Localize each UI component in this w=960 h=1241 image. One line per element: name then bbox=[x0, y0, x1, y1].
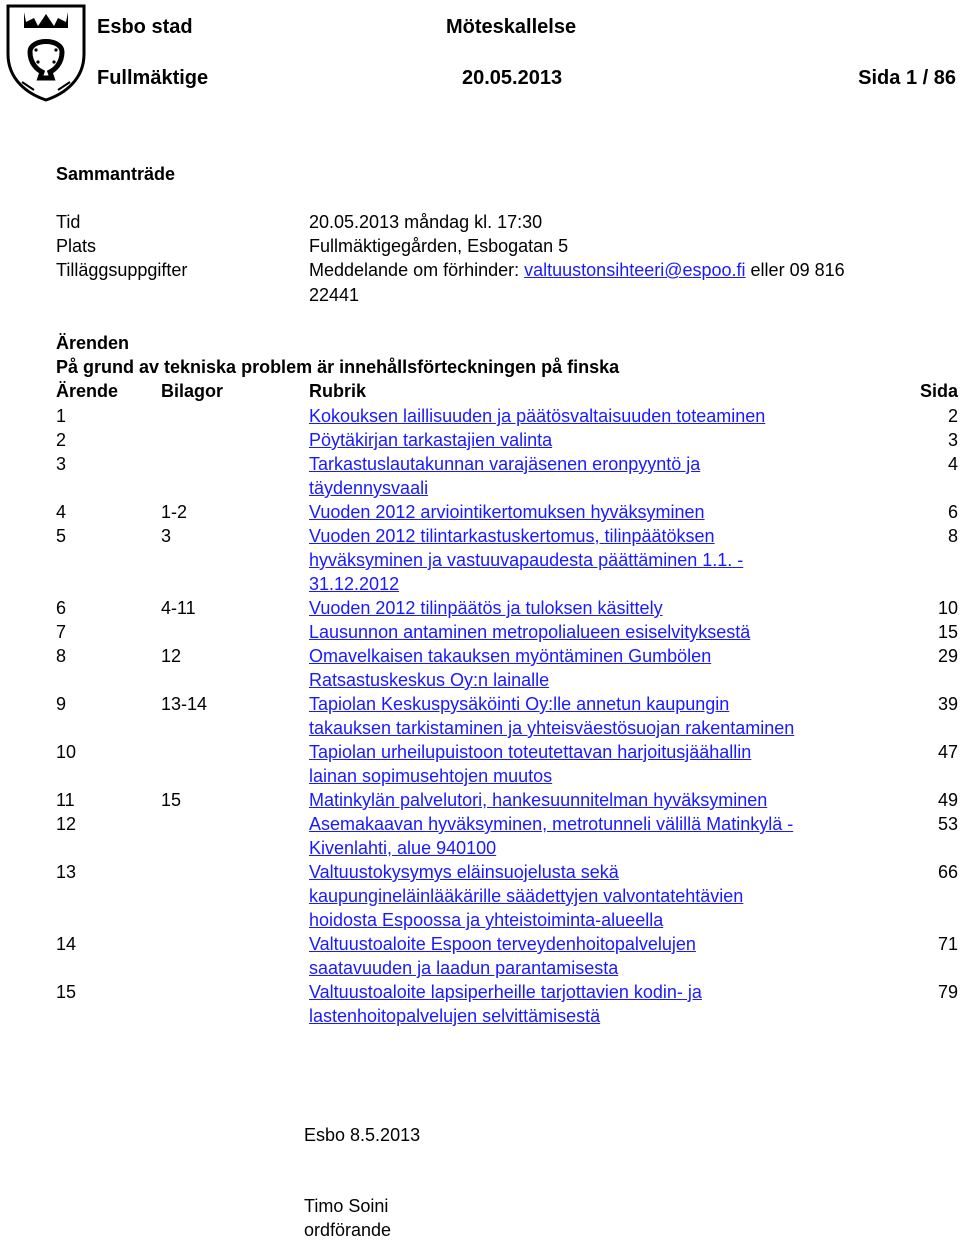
item-title bbox=[309, 596, 899, 620]
item-title bbox=[309, 980, 899, 1028]
item-number: 4 bbox=[56, 502, 67, 522]
email-link[interactable]: valtuustonsihteeri@espoo.fi bbox=[524, 260, 746, 280]
col-header-sida: Sida bbox=[919, 381, 958, 401]
item-page: 6 bbox=[947, 502, 958, 522]
item-number: 9 bbox=[56, 694, 67, 714]
item-title-link[interactable]: lastenhoitopalvelujen selvittämisestä bbox=[309, 1006, 601, 1026]
item-page: 3 bbox=[947, 430, 958, 450]
place-date: Esbo 8.5.2013 bbox=[304, 1125, 421, 1145]
item-number: 11 bbox=[56, 790, 75, 810]
item-number: 7 bbox=[56, 622, 67, 642]
item-page: 10 bbox=[937, 598, 958, 618]
item-title-link[interactable]: saatavuuden ja laadun parantamisesta bbox=[309, 958, 619, 978]
item-number: 15 bbox=[56, 982, 77, 1002]
item-title bbox=[309, 932, 899, 980]
org-name: Esbo stad bbox=[97, 16, 193, 38]
item-page: 47 bbox=[937, 742, 958, 762]
item-title-link[interactable]: Ratsastuskeskus Oy:n lainalle bbox=[309, 670, 550, 690]
item-page: 29 bbox=[937, 646, 958, 666]
section-title-items: Ärenden bbox=[56, 333, 130, 353]
item-number: 1 bbox=[56, 406, 67, 426]
item-number: 8 bbox=[56, 646, 67, 666]
item-title bbox=[309, 644, 899, 692]
item-title-link[interactable]: täydennysvaali bbox=[309, 478, 429, 498]
item-attachments: 3 bbox=[161, 526, 172, 546]
item-title-link[interactable]: 31.12.2012 bbox=[309, 574, 400, 594]
value-extra-line2: 22441 bbox=[309, 285, 360, 305]
item-title bbox=[309, 788, 899, 812]
item-title-link[interactable]: Tapiolan urheilupuistoon toteutettavan harjoitusjäähallin bbox=[309, 742, 752, 762]
item-attachments: 13-14 bbox=[161, 694, 208, 714]
item-attachments: 15 bbox=[161, 790, 182, 810]
item-title-link[interactable]: Omavelkaisen takauksen myöntäminen Gumbölen bbox=[309, 646, 712, 666]
item-page: 79 bbox=[937, 982, 958, 1002]
body-name: Fullmäktige bbox=[97, 67, 209, 89]
item-page: 4 bbox=[947, 454, 958, 474]
item-title-link[interactable]: Matinkylän palvelutori, hankesuunnitelman hyväksyminen bbox=[309, 790, 768, 810]
col-header-bilagor: Bilagor bbox=[161, 381, 224, 401]
item-title-link[interactable]: Vuoden 2012 arviointikertomuksen hyväksyminen bbox=[309, 502, 705, 522]
item-title bbox=[309, 620, 899, 644]
item-title bbox=[309, 740, 899, 788]
item-title-link[interactable]: Pöytäkirjan tarkastajien valinta bbox=[309, 430, 553, 450]
item-title bbox=[309, 452, 899, 500]
value-time: 20.05.2013 måndag kl. 17:30 bbox=[309, 212, 543, 232]
item-title bbox=[309, 404, 899, 428]
item-title-link[interactable]: Vuoden 2012 tilintarkastuskertomus, tilinpäätöksen bbox=[309, 526, 715, 546]
item-page: 15 bbox=[937, 622, 958, 642]
item-attachments: 1-2 bbox=[161, 502, 188, 522]
item-title-link[interactable]: Kivenlahti, alue 940100 bbox=[309, 838, 497, 858]
item-title bbox=[309, 812, 899, 860]
extra-prefix: Meddelande om förhinder: bbox=[309, 260, 525, 280]
item-title-link[interactable]: hyväksyminen ja vastuuvapaudesta päättäminen 1.1. - bbox=[309, 550, 744, 570]
item-title-link[interactable]: Asemakaavan hyväksyminen, metrotunneli välillä Matinkylä - bbox=[309, 814, 794, 834]
item-title-link[interactable]: Vuoden 2012 tilinpäätös ja tuloksen käsittely bbox=[309, 598, 663, 618]
item-title bbox=[309, 860, 899, 932]
signer-name: Timo Soini bbox=[304, 1196, 389, 1216]
item-title-link[interactable]: Valtuustoaloite Espoon terveydenhoitopalvelujen bbox=[309, 934, 696, 954]
value-place: Fullmäktigegården, Esbogatan 5 bbox=[309, 236, 569, 256]
item-title-link[interactable]: Lausunnon antaminen metropolialueen esiselvityksestä bbox=[309, 622, 751, 642]
col-header-rubrik: Rubrik bbox=[309, 381, 367, 401]
item-title-link[interactable]: Tarkastuslautakunnan varajäsenen eronpyyntö ja bbox=[309, 454, 701, 474]
esbo-coat-of-arms-logo bbox=[4, 2, 88, 102]
toc-note: På grund av tekniska problem är innehållsförteckningen på finska bbox=[56, 357, 620, 377]
item-number: 13 bbox=[56, 862, 77, 882]
item-title-link[interactable]: takauksen tarkistaminen ja yhteisväestösuojan rakentaminen bbox=[309, 718, 795, 738]
label-place: Plats bbox=[56, 236, 97, 256]
item-page: 71 bbox=[937, 934, 958, 954]
item-page: 8 bbox=[947, 526, 958, 546]
item-title bbox=[309, 524, 899, 596]
item-number: 2 bbox=[56, 430, 67, 450]
item-number: 10 bbox=[56, 742, 77, 762]
item-title-link[interactable]: kaupungineläinlääkärille säädettyjen valvontatehtävien bbox=[309, 886, 744, 906]
item-title-link[interactable]: Valtuustokysymys eläinsuojelusta sekä bbox=[309, 862, 619, 882]
item-number: 6 bbox=[56, 598, 67, 618]
item-title bbox=[309, 428, 899, 452]
item-title-link[interactable]: Kokouksen laillisuuden ja päätösvaltaisuuden toteaminen bbox=[309, 406, 766, 426]
doc-type: Möteskallelse bbox=[446, 16, 577, 38]
item-page: 66 bbox=[937, 862, 958, 882]
item-title-link[interactable]: hoidosta Espoossa ja yhteistoiminta-alueella bbox=[309, 910, 664, 930]
item-page: 39 bbox=[937, 694, 958, 714]
label-time: Tid bbox=[56, 212, 81, 232]
item-title-link[interactable]: lainan sopimusehtojen muutos bbox=[309, 766, 553, 786]
item-number: 3 bbox=[56, 454, 67, 474]
label-extra: Tilläggsuppgifter bbox=[56, 260, 188, 280]
item-number: 12 bbox=[56, 814, 77, 834]
item-attachments: 12 bbox=[161, 646, 182, 666]
item-number: 5 bbox=[56, 526, 67, 546]
extra-suffix: eller 09 816 bbox=[745, 260, 845, 280]
item-page: 53 bbox=[937, 814, 958, 834]
item-attachments: 4-11 bbox=[161, 598, 196, 618]
value-extra bbox=[309, 260, 845, 281]
item-title bbox=[309, 500, 899, 524]
page-number: Sida 1 / 86 bbox=[858, 67, 956, 89]
meeting-date: 20.05.2013 bbox=[462, 67, 563, 89]
section-title-meeting: Sammanträde bbox=[56, 164, 176, 184]
item-page: 2 bbox=[947, 406, 958, 426]
item-page: 49 bbox=[937, 790, 958, 810]
item-title-link[interactable]: Tapiolan Keskuspysäköinti Oy:lle annetun kaupungin bbox=[309, 694, 730, 714]
item-title bbox=[309, 692, 899, 740]
col-header-nr: Ärende bbox=[56, 381, 119, 401]
signer-title: ordförande bbox=[304, 1220, 392, 1240]
item-title-link[interactable]: Valtuustoaloite lapsiperheille tarjottavien kodin- ja bbox=[309, 982, 702, 1002]
item-number: 14 bbox=[56, 934, 77, 954]
